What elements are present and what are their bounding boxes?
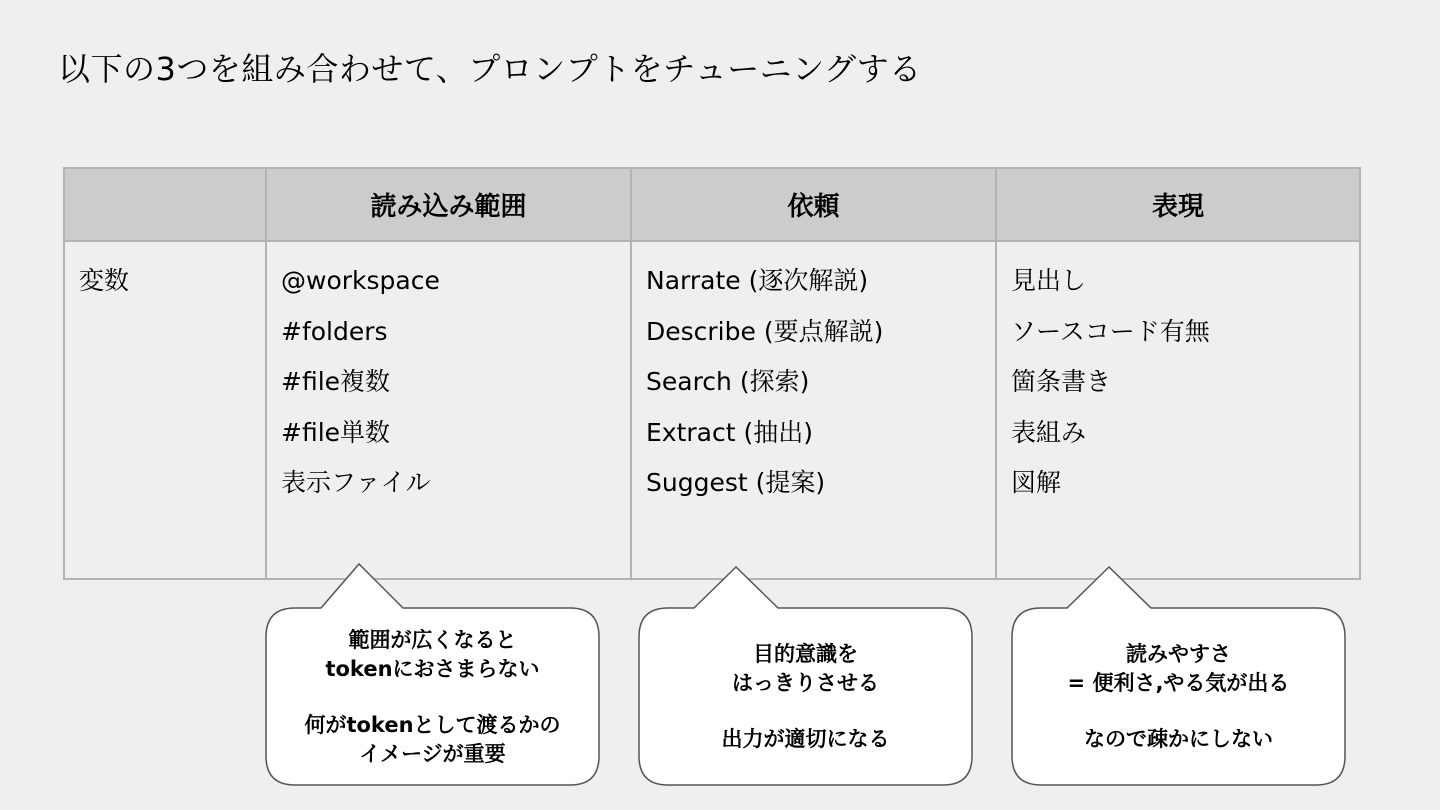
read-scope-cell [267, 242, 632, 578]
list-item: 表示ファイル [281, 468, 431, 497]
callout-text: 何がtokenとして渡るかの [304, 713, 561, 737]
callout-text: = 便利さ,やる気が出る [1067, 670, 1290, 695]
list-item: ソースコード有無 [1011, 316, 1210, 346]
list-item: 見出し [1011, 266, 1087, 295]
header-request: 依頼 [632, 169, 997, 242]
list-item: #file複数 [281, 367, 391, 396]
header-expression: 表現 [997, 169, 1359, 242]
header-empty [65, 169, 267, 242]
callout-text: 読みやすさ [1126, 642, 1231, 666]
list-item: #folders [281, 316, 388, 346]
list-item: Search (探索) [646, 367, 810, 396]
callout-text: はっきりさせる [732, 670, 879, 695]
callout-text: 出力が適切になる [721, 727, 890, 751]
tuning-table [63, 167, 1361, 580]
list-item: 図解 [1011, 468, 1062, 497]
list-item: Narrate (逐次解説) [646, 266, 869, 295]
list-item: Extract (抽出) [646, 417, 813, 447]
list-item: #file単数 [281, 417, 391, 447]
expression-cell [997, 242, 1359, 578]
row-label: 変数 [79, 266, 130, 295]
callout-text: 範囲が広くなると [348, 628, 517, 652]
callout-request [638, 566, 973, 787]
page-title: 以下の3つを組み合わせて、プロンプトをチューニングする [58, 50, 922, 88]
callout-text: 目的意識を [753, 642, 858, 666]
list-item: Suggest (提案) [646, 468, 826, 497]
callout-read-scope [265, 562, 600, 787]
row-label-cell [65, 242, 267, 578]
list-item: Describe (要点解説) [646, 316, 884, 346]
request-cell [632, 242, 997, 578]
list-item: @workspace [281, 266, 440, 295]
list-item: 表組み [1011, 417, 1087, 447]
list-item: 箇条書き [1011, 367, 1112, 396]
callout-text: なので疎かにしない [1084, 727, 1273, 751]
callout-text: イメージが重要 [359, 741, 506, 766]
header-read-scope: 読み込み範囲 [267, 169, 632, 242]
callout-text: tokenにおさまらない [325, 656, 540, 681]
callout-expression [1011, 566, 1346, 787]
